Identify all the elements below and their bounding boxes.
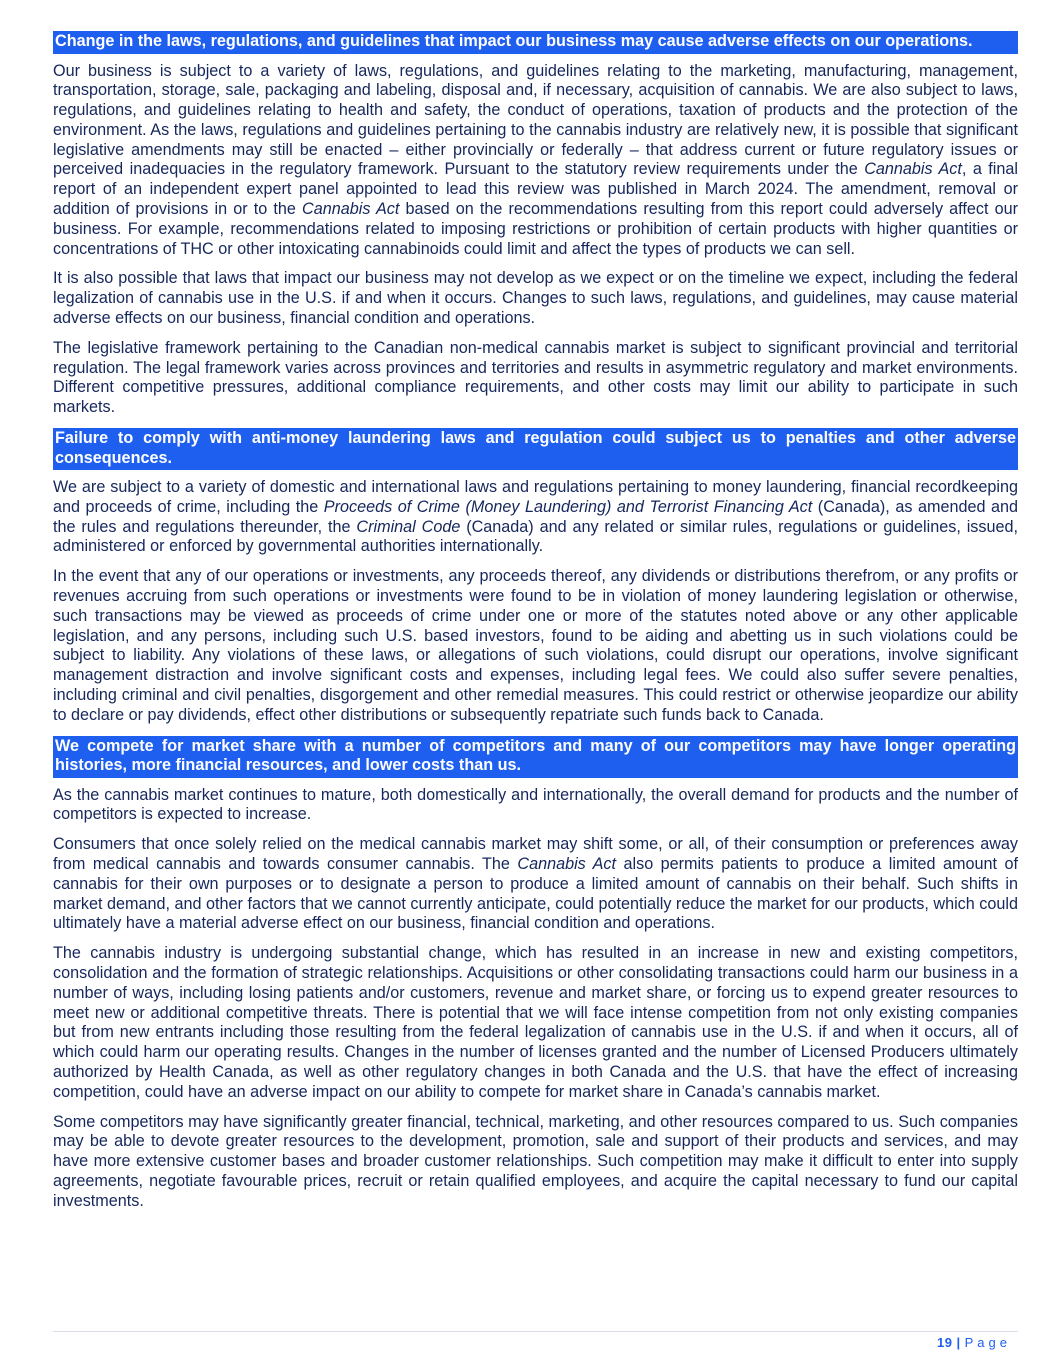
text-run: , a final report of an independent expert panel appointed to lead this review was published in March 2024. The amendment, removal or addition of provisions in or to the: [53, 160, 1018, 219]
text-run: Consumers that once solely relied on the medical cannabis market may shift some, or all, of their consumption or preferences away from medical cannabis and towards consumer cannabis. The: [53, 835, 1018, 873]
section-heading: We compete for market share with a number of competitors and many of our competitors may have longer operating histories, more financial resources, and lower costs than us.: [53, 736, 1018, 778]
text-run: also permits patients to produce a limited amount of cannabis for their own purposes or to designate a person to produce a limited amount of cannabis on their behalf. Such shifts in market demand, and other factors that we cannot currently anticipate, could potentially reduce the market for our products, which could ultimately have a material adverse effect on our business, financial condition and operations.: [53, 855, 1018, 933]
section-heading: Change in the laws, regulations, and guidelines that impact our business may cause adverse effects on our operations.: [53, 31, 1018, 54]
footer-divider: [53, 1331, 1018, 1332]
text-run: As the cannabis market continues to mature, both domestically and internationally, the overall demand for products and the number of competitors is expected to increase.: [53, 785, 1018, 824]
body-paragraph: [53, 478, 1018, 557]
text-run: We are subject to a variety of domestic and international laws and regulations pertaining to money laundering, financial recordkeeping and proceeds of crime, including the: [53, 478, 1018, 516]
text-run: In the event that any of our operations or investments, any proceeds thereof, any dividends or distributions therefrom, or any profits or revenues accruing from such operations or investments were found to be in violation of money laundering legislation or otherwise, such transactions may be viewed as proceeds of crime under one or more of the statutes noted above or any other applicable legislation, and any persons, including such U.S. based investors, found to be aiding and abetting us in such violations could be subject to liability. Any violations of these laws, or allegations of such violations, could disrupt our operations, involve significant management distraction and involve significant costs and expenses, including legal fees. We could also suffer severe penalties, including criminal and civil penalties, disgorgement and other remedial measures. This could restrict or otherwise jeopardize our ability to declare or pay dividends, effect other distributions or subsequently repatriate such funds back to Canada.: [53, 567, 1018, 724]
footer-separator: |: [956, 1335, 961, 1350]
document-page: [53, 31, 1018, 1222]
body-paragraph: [53, 567, 1018, 725]
page-footer: [937, 1335, 1011, 1350]
body-paragraph: [53, 786, 1018, 826]
body-paragraph: [53, 835, 1018, 934]
page-number: 19: [937, 1335, 953, 1350]
text-run: The cannabis industry is undergoing substantial change, which has resulted in an increase in new and existing competitors, consolidation and the formation of strategic relationships. Acquisitions or other consolidating transactions could harm our business in a number of ways, including losing patients and/or customers, revenue and market share, or forcing us to expend greater resources to meet new or additional competitive threats. There is potential that we will face intense competition from not only existing companies but from new entrants including those resulting from the federal legalization of cannabis use in the U.S. if and when it occurs, all of which could harm our operating results. Changes in the number of licenses granted and the number of Licensed Producers ultimately authorized by Health Canada, as well as other regulatory changes in both Canada and the U.S. that have the effect of increasing competition, could have an adverse impact on our ability to compete for market share in Canada’s cannabis market.: [53, 944, 1018, 1101]
italic-citation: Cannabis Act: [517, 855, 617, 873]
body-paragraph: [53, 1113, 1018, 1212]
italic-citation: Proceeds of Crime (Money Laundering) and Terrorist Financing Act: [323, 497, 813, 516]
italic-citation: Cannabis Act: [864, 160, 962, 179]
text-run: based on the recommendations resulting from this report could adversely affect our business. For example, recommendations related to imposing restrictions or prohibition of certain products with higher quantities or concentrations of THC or other intoxicating cannabinoids could limit and affect the types of products we can sell.: [53, 200, 1019, 258]
body-paragraph: [53, 944, 1018, 1102]
body-paragraph: [53, 62, 1018, 260]
text-run: It is also possible that laws that impact our business may not develop as we expect or on the timeline we expect, including the federal legalization of cannabis use in the U.S. if and when it occurs. Changes to such laws, regulations, and guidelines, may cause material adverse effects on our business, financial condition and operations.: [53, 269, 1018, 328]
page-label: Page: [964, 1335, 1011, 1350]
body-paragraph: [53, 269, 1018, 328]
text-run: Our business is subject to a variety of laws, regulations, and guidelines relating to the marketing, manufacturing, management, transportation, storage, sale, packaging and labeling, disposal and, if necessary, acquisition of cannabis. We are also subject to laws, regulations, and guidelines relating to health and safety, the conduct of operations, taxation of products and the protection of the environment. As the laws, regulations and guidelines pertaining to the cannabis industry are relatively new, it is possible that significant legislative amendments may still be enacted – either provincially or federally – that address current or future regulatory issues or perceived inadequacies in the regulatory framework. Pursuant to the statutory review requirements under the: [53, 61, 1018, 179]
body-paragraph: [53, 339, 1018, 418]
italic-citation: Cannabis Act: [302, 200, 400, 219]
italic-citation: Criminal Code: [356, 517, 461, 536]
section-heading: Failure to comply with anti-money laundering laws and regulation could subject us to penalties and other adverse consequences.: [53, 428, 1018, 470]
text-run: (Canada), as amended and the rules and regulations thereunder, the: [53, 497, 1018, 536]
text-run: The legislative framework pertaining to the Canadian non-medical cannabis market is subject to significant provincial and territorial regulation. The legal framework varies across provinces and territories and results in asymmetric regulatory and market environments. Different competitive pressures, additional compliance requirements, and other costs may limit our ability to participate in such markets.: [53, 338, 1018, 417]
text-run: (Canada) and any related or similar rules, regulations or guidelines, issued, administered or enforced by governmental authorities internationally.: [53, 517, 1018, 556]
text-run: Some competitors may have significantly greater financial, technical, marketing, and other resources compared to us. Such companies may be able to devote greater resources to the development, promotion, sale and support of their products and services, and may have more extensive customer bases and broader customer relationships. Such competition may make it difficult to enter into supply agreements, negotiate favourable prices, recruit or retain qualified employees, and acquire the capital necessary to fund our capital investments.: [53, 1112, 1018, 1210]
